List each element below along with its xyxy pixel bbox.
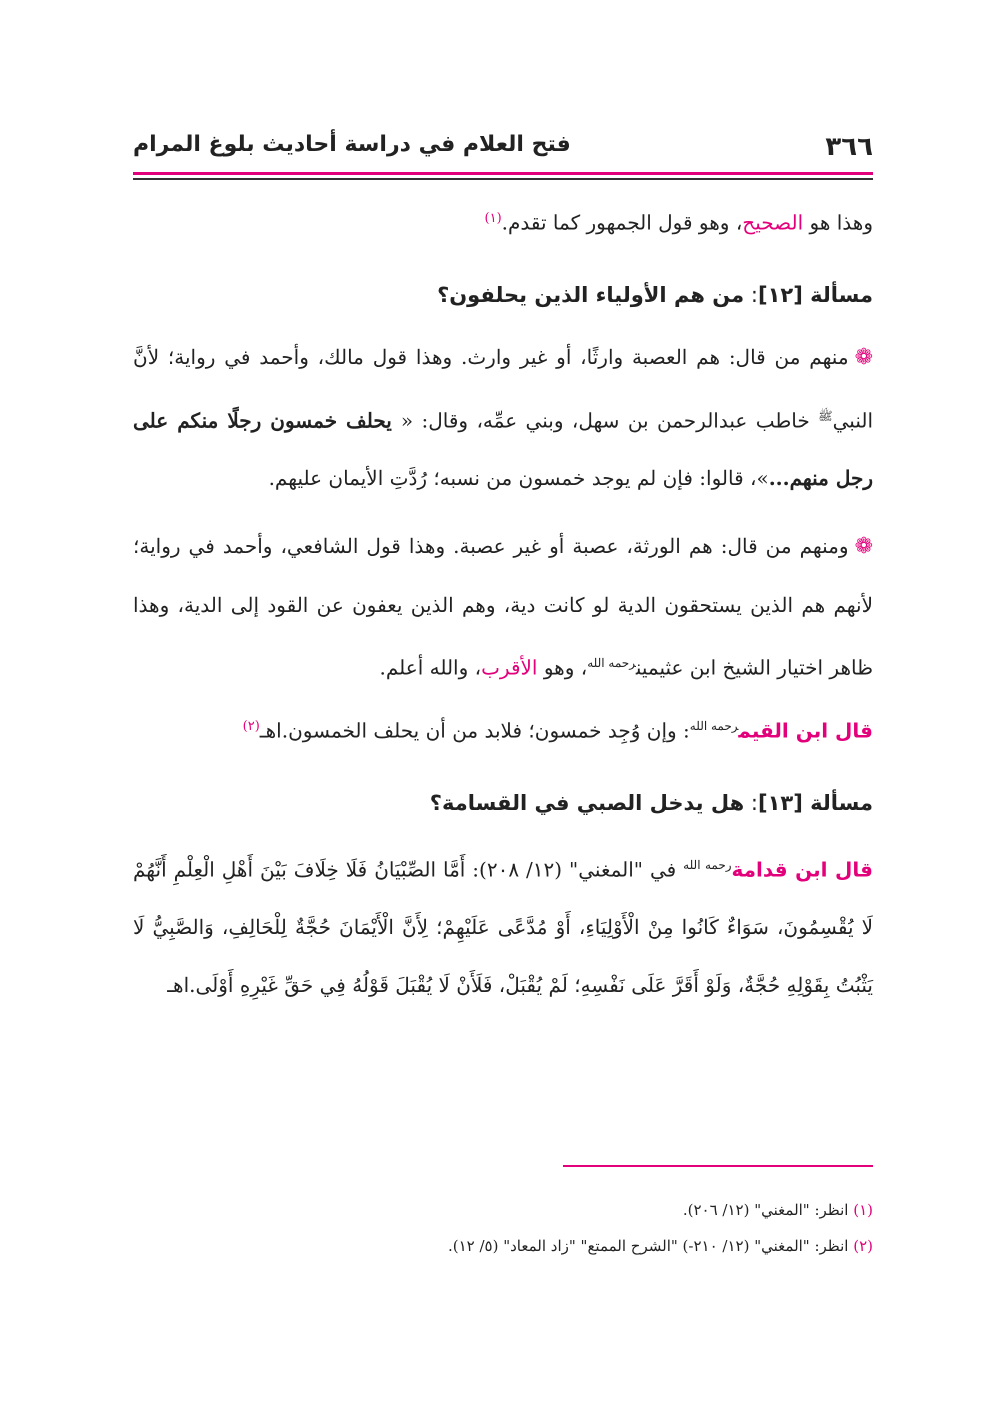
page-number: ٣٦٦: [825, 132, 873, 162]
quoted-text: أَمَّا الصِّبْيَانُ فَلَا خِلَافَ بَيْنَ أَهْلِ الْعِلْمِ أَنَّهُمْ لَا يُقْسِمُونَ، سَوَاءٌ كَانُوا مِنْ الْأَوْلِيَاءِ، أَوْ مُدَّعًى عَلَيْهِمْ؛ لِأَنَّ الْأَيْمَانَ حُجَّةٌ لِلْحَالِفِ، وَالصَّبِيُّ لَا يَثْبُتُ بِقَوْلِهِ حُجَّةٌ، وَلَوْ أَقَرَّ عَلَى نَفْسِهِ؛ لَمْ يُقْبَلْ، فَلَأَنْ لَا يُقْبَلَ قَوْلُهُ فِي حَقِّ غَيْرِهِ أَوْلَى.اهـ: [133, 857, 873, 998]
issue-13-title: هل يدخل الصبي في القسامة؟: [429, 790, 745, 815]
book-title: فتح العلام في دراسة أحاديث بلوغ المرام: [133, 132, 571, 157]
page-content: [133, 190, 873, 1014]
flower-bullet-icon: ❁: [854, 344, 873, 370]
footnote-number: (٢): [853, 1237, 873, 1255]
ibn-qayyim-quote: قال ابن القيم$^{رحمه الله}$: وإن وُجِد خمسون؛ فلابد من أن يحلف الخمسون.اهـ$^{(٢)}$: [242, 718, 873, 743]
footnote-2: (٢) انظر: "المغني" (١٢/ ٢١٠-) "الشرح الممتع" "زاد المعاد" (٥/ ١٢).: [447, 1237, 873, 1255]
footnote-ref-1[interactable]: (١): [484, 211, 502, 226]
page-header: [133, 128, 873, 168]
salutation-mark: رحمه الله: [587, 656, 636, 671]
highlight-sahih: الصحيح: [742, 210, 804, 235]
ibn-qudama-paragraph: قال ابن قدامة$^{رحمه الله}$ في "المغني" (١٢/ ٢٠٨): أَمَّا الصِّبْيَانُ فَلَا خِلَافَ بَيْنَ أَهْلِ الْعِلْمِ أَنَّهُمْ لَا يُقْسِمُونَ، سَوَاءٌ كَانُوا مِنْ الْأَوْلِيَاءِ، أَوْ مُدَّعًى عَلَيْهِمْ؛ لِأَنَّ الْأَيْمَانَ حُجَّةٌ لِلْحَالِفِ، وَالصَّبِيُّ لَا يَثْبُتُ بِقَوْلِهِ حُجَّةٌ، وَلَوْ أَقَرَّ عَلَى نَفْسِهِ؛ لَمْ يُقْبَلْ، فَلَأَنْ لَا يُقْبَلَ قَوْلُهُ فِي حَقِّ غَيْرِهِ أَوْلَى.اهـ: [133, 857, 873, 998]
header-rule-dark: [133, 178, 873, 180]
footnote-ref-2[interactable]: (٢): [242, 718, 260, 734]
scholar-name: قال ابن قدامة: [731, 857, 873, 882]
header-rule-pink: [133, 172, 873, 175]
footnote-1: (١) انظر: "المغني" (١٢/ ٢٠٦).: [682, 1201, 873, 1219]
issue-12-heading: مسألة [١٢]: من هم الأولياء الذين يحلفون؟: [437, 282, 873, 307]
issue-12-label: مسألة [١٢]: [757, 282, 873, 307]
scholar-name: قال ابن القيم: [738, 718, 873, 743]
flower-bullet-icon: ❁: [854, 534, 873, 560]
opinion-paragraph-1: ❁منهم من قال: هم العصبة وارثًا، أو غير وارث. وهذا قول مالك، وأحمد في رواية؛ لأنَّ النبي$^ﷺ$ خاطب عبدالرحمن بن سهل، وبني عمِّه، وقال: « يحلف خمسون رجلًا منكم على رجل منهم...»، قالوا: فإن لم يوجد خمسون من نسبه؛ رُدَّتِ الأيمان عليهم.: [133, 344, 874, 491]
issue-12-title: من هم الأولياء الذين يحلفون؟: [437, 282, 745, 307]
issue-13-label: مسألة [١٣]: [757, 790, 873, 815]
issue-13-heading: مسألة [١٣]: هل يدخل الصبي في القسامة؟: [429, 790, 873, 815]
salutation-mark: رحمه الله: [689, 718, 739, 733]
opinion-paragraph-2: ❁ومنهم من قال: هم الورثة، عصبة أو غير عصبة. وهذا قول الشافعي، وأحمد في رواية؛ لأنهم هم الذين يستحقون الدية لو كانت دية، وهم الذين يعفون عن القود إلى الدية، وهذا ظاهر اختيار الشيخ ابن عثيمين$^{رحمه الله}$، وهو الأقرب، والله أعلم.: [133, 534, 873, 680]
highlight-aqrab: الأقرب: [481, 655, 538, 680]
salutation-mark: ﷺ: [818, 408, 833, 423]
footnote-separator: [563, 1165, 873, 1167]
footnotes: [133, 1192, 873, 1264]
intro-paragraph: وهذا هو الصحيح، وهو قول الجمهور كما تقدم.$^{(١)}$: [484, 210, 873, 235]
hadith-quote: يحلف خمسون رجلًا منكم على رجل منهم...: [133, 408, 873, 491]
footnote-number: (١): [853, 1201, 873, 1219]
salutation-mark: رحمه الله: [683, 857, 732, 872]
